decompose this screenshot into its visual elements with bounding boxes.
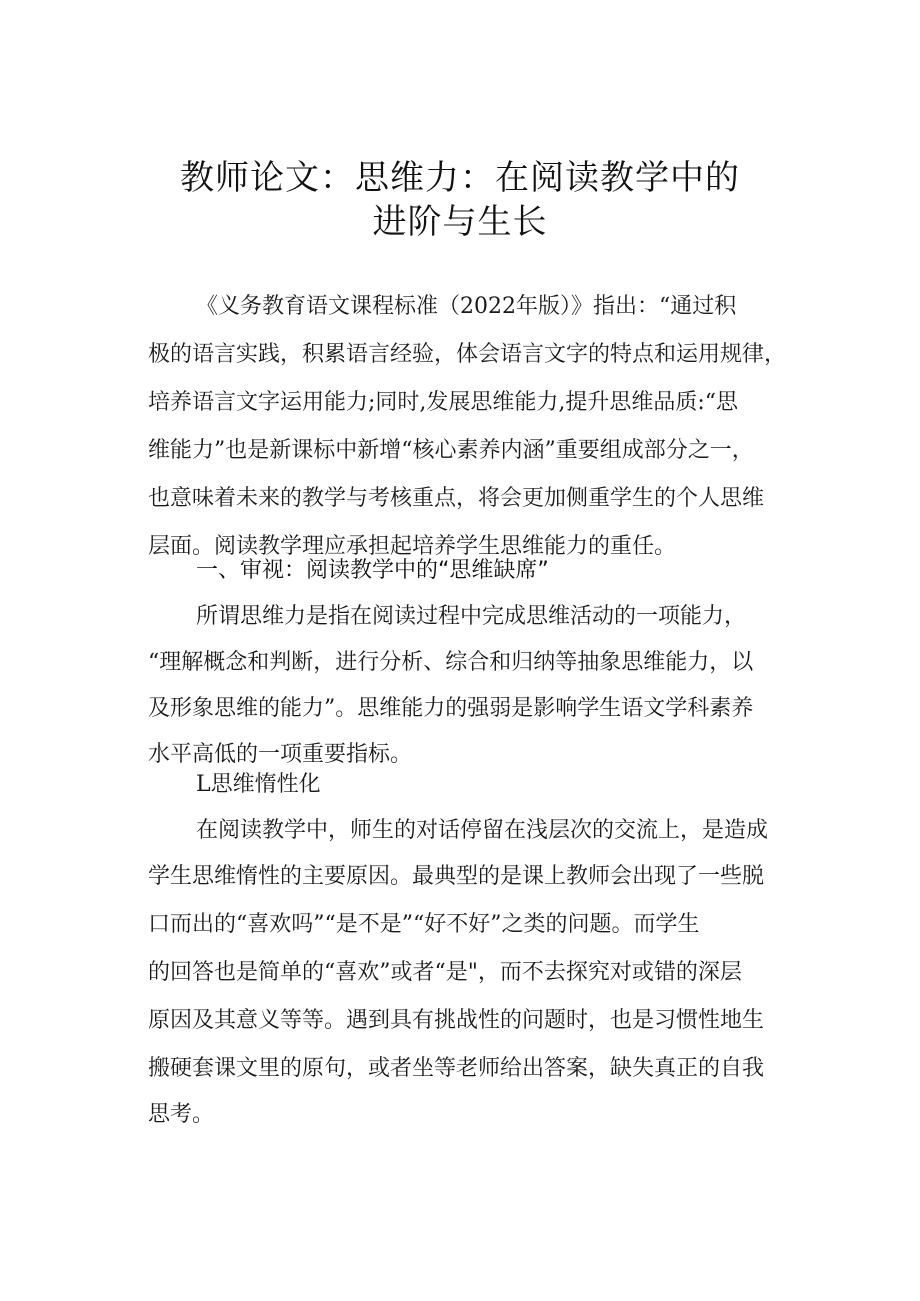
paragraph-line: 在阅读教学中，师生的对话停留在浅层次的交流上，是造成 xyxy=(196,818,769,843)
paragraph-line: 维能力”也是新课标中新增“核心素养内涵”重要组成部分之一， xyxy=(148,438,754,463)
sub-heading: L思维惰性化 xyxy=(196,772,321,797)
paragraph-line: 原因及其意义等等。遇到具有挑战性的问题时，也是习惯性地生 xyxy=(148,1008,765,1033)
paragraph-line: 口而出的“喜欢吗”“是不是”“好不好”之类的问题。而学生 xyxy=(148,912,700,937)
title-line-1: 教师论文：思维力：在阅读教学中的 xyxy=(180,158,740,198)
paragraph-line: 水平高低的一项重要指标。 xyxy=(148,742,413,767)
paragraph-line: 学生思维惰性的主要原因。最典型的是课上教师会出现了一些脱 xyxy=(148,864,765,889)
paragraph-line: 极的语言实践，积累语言经验，体会语言文字的特点和运用规律， xyxy=(148,342,787,367)
paragraph-line: 也意味着未来的教学与考核重点，将会更加侧重学生的个人思维 xyxy=(148,486,765,511)
paragraph-line: 层面。阅读教学理应承担起培养学生思维能力的重任。 xyxy=(148,534,677,559)
paragraph-line: 所谓思维力是指在阅读过程中完成思维活动的一项能力， xyxy=(196,604,747,629)
paragraph-line: 及形象思维的能力”。思维能力的强弱是影响学生语文学科素养 xyxy=(148,696,754,721)
paragraph-line: 搬硬套课文里的原句，或者坐等老师给出答案，缺失真正的自我 xyxy=(148,1056,765,1081)
paragraph-line: “理解概念和判断，进行分析、综合和归纳等抽象思维能力，以 xyxy=(148,650,754,675)
section-heading: 一、审视：阅读教学中的“思维缺席” xyxy=(196,558,549,583)
title-line-2: 进阶与生长 xyxy=(372,202,548,242)
paragraph-line: 培养语言文字运用能力;同时,发展思维能力,提升思维品质:“思 xyxy=(148,390,739,415)
paragraph-line: 思考。 xyxy=(148,1102,215,1127)
paragraph-line: 《义务教育语文课程标准（2022年版）》指出：“通过积 xyxy=(196,294,737,319)
paragraph-line: 的回答也是简单的“喜欢”或者“是"，而不去探究对或错的深层 xyxy=(148,960,742,985)
